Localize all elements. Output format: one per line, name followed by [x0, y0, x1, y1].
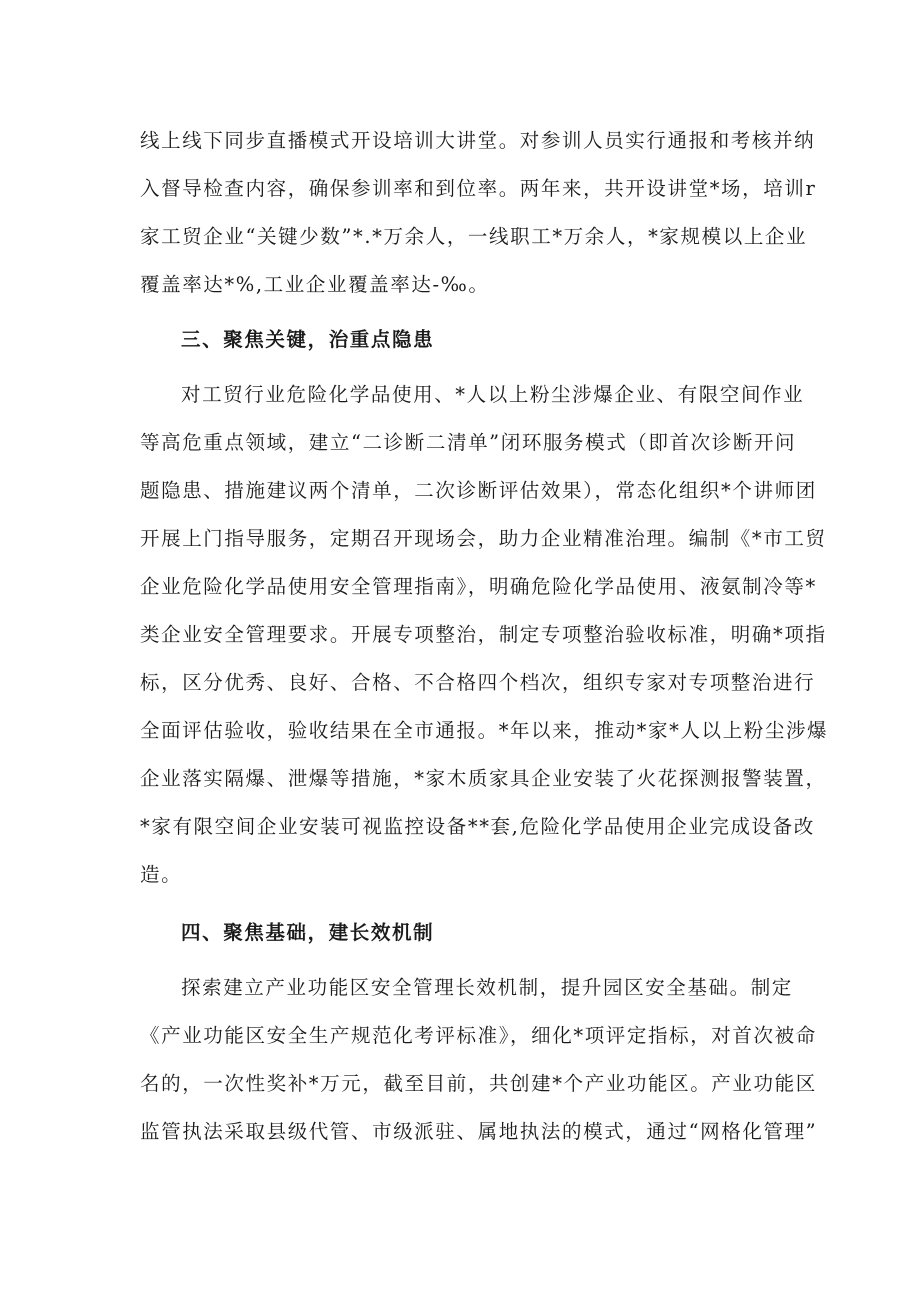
- paragraph-2-line-3: 题隐患、措施建议两个清单，二次诊断评估效果），常态化组织*个讲师团: [140, 479, 817, 502]
- paragraph-1-line-4: 覆盖率达*%,工业企业覆盖率达-‰。: [140, 273, 490, 296]
- paragraph-3-line-4: 监管执法采取县级代管、市级派驻、属地执法的模式，通过“网格化管理”: [140, 1120, 818, 1143]
- paragraph-2-line-2: 等高危重点领域，建立“二诊断二清单”闭环服务模式（即首次诊断开问: [140, 431, 797, 454]
- paragraph-3-line-3: 名的，一次性奖补*万元，截至目前，共创建*个产业功能区。产业功能区: [140, 1072, 817, 1095]
- paragraph-2-line-10: *家有限空间企业安装可视监控设备**套,危险化学品使用企业完成设备改: [140, 815, 815, 838]
- paragraph-2-line-1: 对工贸行业危险化学品使用、*人以上粉尘涉爆企业、有限空间作业: [181, 383, 805, 406]
- paragraph-1-line-3: 家工贸企业“关键少数”*.*万余人，一线职工*万余人，*家规模以上企业: [140, 225, 808, 248]
- section-heading-4: 四、聚焦基础，建长效机制: [181, 921, 435, 944]
- section-heading-3: 三、聚焦关键，治重点隐患: [181, 328, 435, 351]
- paragraph-1-line-1: 线上线下同步直播模式开设培训大讲堂。对参训人员实行通报和考核并纳: [140, 129, 816, 152]
- paragraph-2-line-7: 标，区分优秀、良好、合格、不合格四个档次，组织专家对专项整治进行: [140, 671, 816, 694]
- paragraph-3-line-1: 探索建立产业功能区安全管理长效机制，提升园区安全基础。制定: [181, 976, 793, 999]
- paragraph-2-line-6: 类企业安全管理要求。开展专项整治，制定专项整治验收标准，明确*项指: [140, 623, 827, 646]
- paragraph-2-line-11: 造。: [140, 863, 183, 886]
- paragraph-1-line-2: 入督导检查内容，确保参训率和到位率。两年来，共开设讲堂*场，培训r: [140, 177, 817, 200]
- paragraph-2-line-8: 全面评估验收，验收结果在全市通报。*年以来，推动*家*人以上粉尘涉爆: [140, 719, 829, 742]
- paragraph-2-line-5: 企业危险化学品使用安全管理指南》，明确危险化学品使用、液氨制冷等*: [140, 575, 817, 598]
- paragraph-2-line-4: 开展上门指导服务，定期召开现场会，助力企业精准治理。编制《*市工贸: [140, 527, 827, 550]
- paragraph-2-line-9: 企业落实隔爆、泄爆等措施，*家木质家具企业安装了火花探测报警装置，: [140, 767, 827, 790]
- paragraph-3-line-2: 《产业功能区安全生产规范化考评标准》，细化*项评定指标，对首次被命: [140, 1024, 817, 1047]
